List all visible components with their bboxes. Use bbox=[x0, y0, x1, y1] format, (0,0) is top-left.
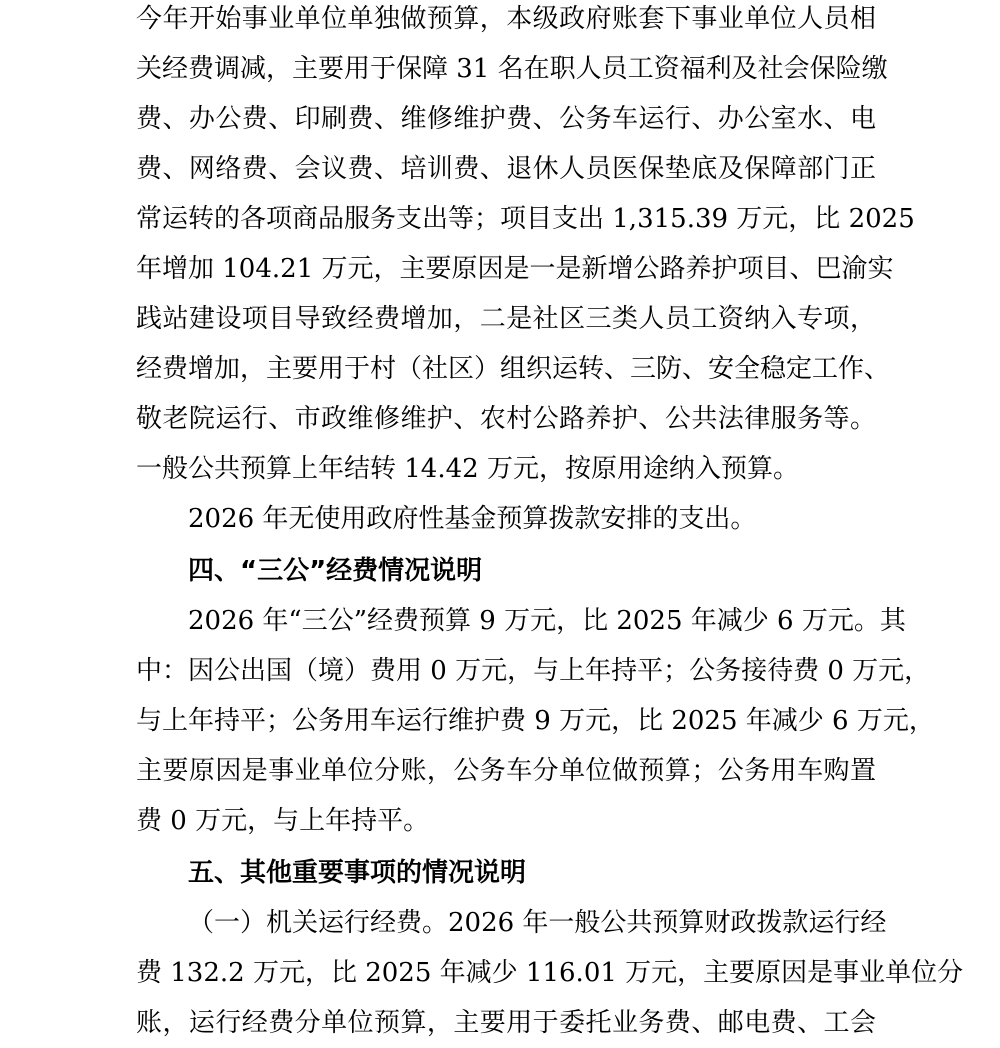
text-line: 费、网络费、会议费、培训费、退休人员医保垫底及保障部门正 bbox=[136, 154, 876, 184]
text-line: 年增加 104.21 万元，主要原因是一是新增公路养护项目、巴渝实 bbox=[136, 254, 894, 284]
section-heading-other-matters: 五、其他重要事项的情况说明 bbox=[188, 858, 527, 888]
text-line: 账，运行经费分单位预算，主要用于委托业务费、邮电费、工会 bbox=[136, 1008, 876, 1038]
text-line: 经费增加，主要用于村（社区）组织运转、三防、安全稳定工作、 bbox=[136, 354, 891, 384]
text-line: 敬老院运行、市政维修维护、农村公路养护、公共法律服务等。 bbox=[136, 404, 876, 434]
text-line: 一般公共预算上年结转 14.42 万元，按原用途纳入预算。 bbox=[136, 454, 799, 484]
text-line: 今年开始事业单位单独做预算，本级政府账套下事业单位人员相 bbox=[136, 4, 876, 34]
text-line: 常运转的各项商品服务支出等；项目支出 1,315.39 万元，比 2025 bbox=[136, 204, 915, 234]
text-line: （一）机关运行经费。2026 年一般公共预算财政拨款运行经 bbox=[188, 908, 887, 938]
text-line: 中：因公出国（境）费用 0 万元，与上年持平；公务接待费 0 万元， bbox=[136, 656, 931, 686]
section-heading-three-public: 四、“三公”经费情况说明 bbox=[188, 556, 483, 586]
text-line: 关经费调减，主要用于保障 31 名在职人员工资福利及社会保险缴 bbox=[136, 54, 888, 84]
text-line: 主要原因是事业单位分账，公务车分单位做预算；公务用车购置 bbox=[136, 756, 876, 786]
text-line: 2026 年“三公”经费预算 9 万元，比 2025 年减少 6 万元。其 bbox=[188, 606, 906, 636]
text-line: 费 132.2 万元，比 2025 年减少 116.01 万元，主要原因是事业单位分 bbox=[136, 958, 964, 988]
text-line: 与上年持平；公务用车运行维护费 9 万元，比 2025 年减少 6 万元， bbox=[136, 706, 935, 736]
text-line: 费 0 万元，与上年持平。 bbox=[136, 806, 430, 836]
text-line: 践站建设项目导致经费增加，二是社区三类人员工资纳入专项， bbox=[136, 304, 876, 334]
text-line: 2026 年无使用政府性基金预算拨款安排的支出。 bbox=[188, 504, 757, 534]
text-line: 费、办公费、印刷费、维修维护费、公务车运行、办公室水、电 bbox=[136, 104, 876, 134]
